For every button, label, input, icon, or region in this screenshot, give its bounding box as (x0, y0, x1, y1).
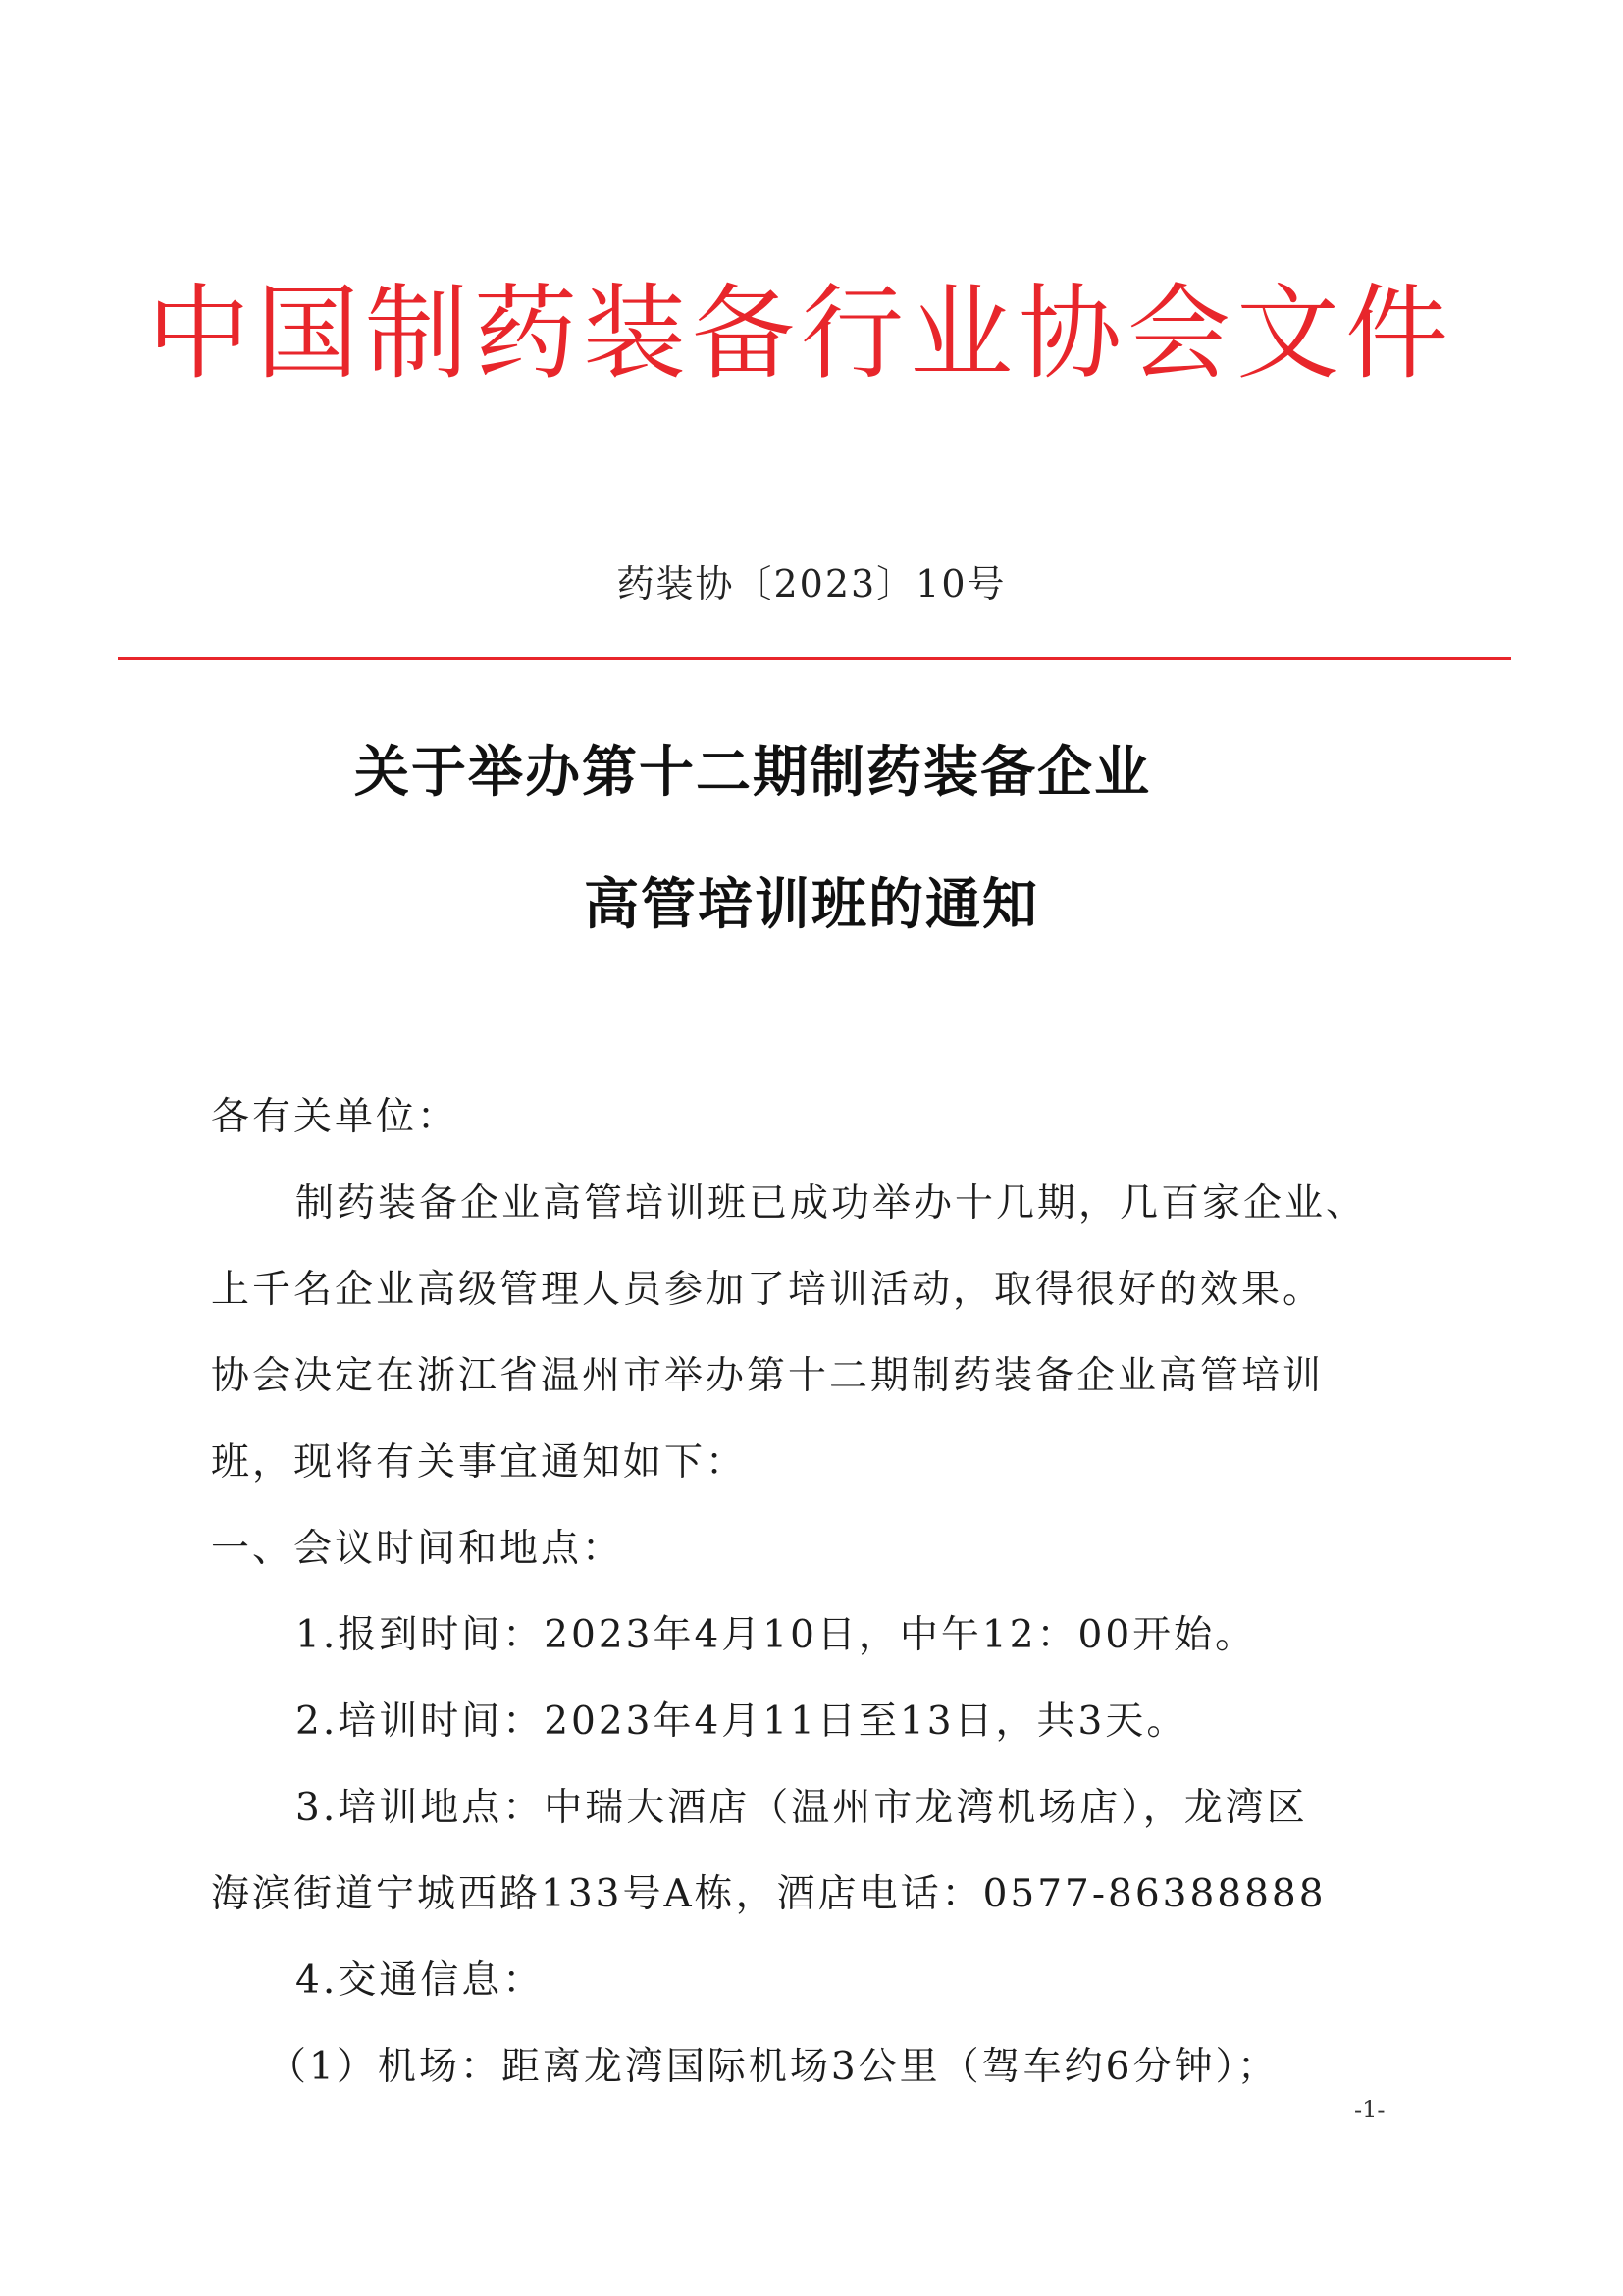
paragraph-line: 上千名企业高级管理人员参加了培训活动，取得很好的效果。 (211, 1268, 1325, 1312)
paragraph-line: 制药装备企业高管培训班已成功举办十几期，几百家企业、 (295, 1181, 1368, 1226)
list-item-continuation: 海滨街道宁城西路133号A栋，酒店电话：0577-86388888 (211, 1872, 1327, 1916)
notice-title-line-1: 关于举办第十二期制药装备企业 (354, 740, 1151, 805)
red-divider-line (118, 657, 1511, 660)
section-heading: 一、会议时间和地点： (211, 1527, 624, 1571)
document-number: 药装协〔2023〕10号 (616, 562, 1007, 605)
page-number: -1- (1354, 2096, 1386, 2123)
salutation: 各有关单位： (211, 1095, 459, 1139)
notice-title-line-2: 高管培训班的通知 (584, 872, 1039, 937)
paragraph-line: 协会决定在浙江省温州市举办第十二期制药装备企业高管培训 (211, 1354, 1325, 1398)
list-item: 1.报到时间：2023年4月10日，中午12：00开始。 (295, 1613, 1257, 1657)
paragraph-line: 班，现将有关事宜通知如下： (211, 1440, 748, 1485)
notice-body (211, 1074, 1428, 2111)
list-item: 4.交通信息： (295, 1958, 545, 2003)
issuer-header-title: 中国制药装备行业协会文件 (147, 274, 1455, 393)
list-item: 2.培训时间：2023年4月11日至13日，共3天。 (295, 1699, 1188, 1744)
list-item: 3.培训地点：中瑞大酒店（温州市龙湾机场店），龙湾区 (295, 1786, 1308, 1830)
sub-list-item: （1）机场：距离龙湾国际机场3公里（驾车约6分钟）； (268, 2045, 1279, 2089)
